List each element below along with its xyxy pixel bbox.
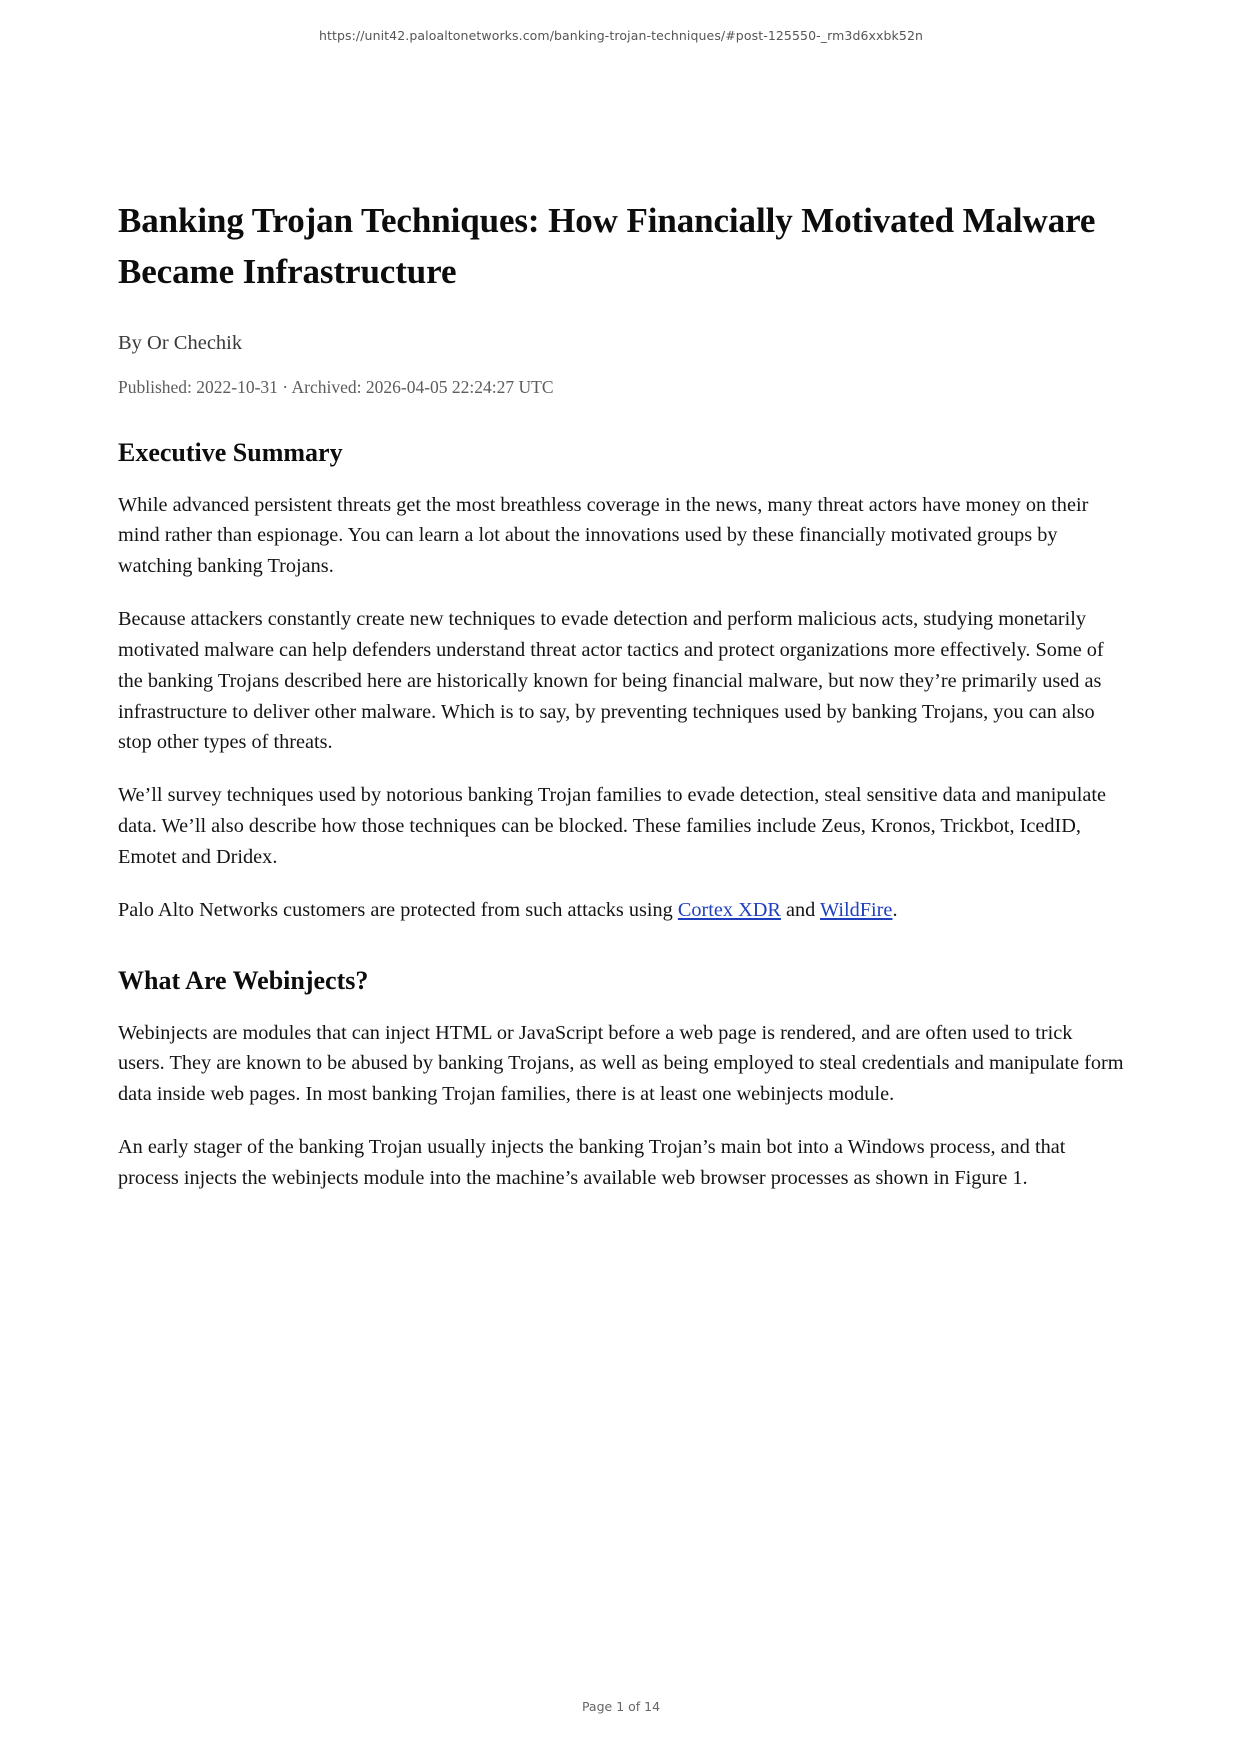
paragraph: An early stager of the banking Trojan usually injects the banking Trojan’s main bot into a Windows process, and that process injects the webinjects module into the machine’s available web browser processes as shown in Figure 1. (118, 1136, 1066, 1189)
source-url: https://unit42.paloaltonetworks.com/banking-trojan-techniques/#post-125550-_rm3d6xxbk52n (318, 28, 924, 43)
paragraph: While advanced persistent threats get the most breathless coverage in the news, many threat actors have money on their mind rather than espionage. You can learn a lot about the innovations used by these financially motivated groups by watching banking Trojans. (118, 493, 1089, 578)
page-title: Banking Trojan Techniques: How Financially Motivated Malware Became Infrastructure (118, 201, 1096, 291)
document-content (118, 196, 1124, 1194)
section-heading-executive-summary: Executive Summary (118, 437, 343, 467)
page-footer: Page 1 of 14 (581, 1699, 661, 1714)
paragraph: We’ll survey techniques used by notorious banking Trojan families to evade detection, steal sensitive data and manipulate data. We’ll also describe how those techniques can be blocked. These families include Zeus, Kronos, Trickbot, IcedID, Emotet and Dridex. (118, 784, 1106, 868)
link-wildfire[interactable]: WildFire (820, 898, 893, 921)
link-cortex-xdr[interactable]: Cortex XDR (677, 898, 781, 921)
publication-info: Published: 2022-10-31 · Archived: 2026-04-05 22:24:27 UTC (118, 376, 554, 397)
paragraph-text-middle: and (780, 898, 821, 921)
paragraph: Webinjects are modules that can inject HTML or JavaScript before a web page is rendered, and are often used to trick users. They are known to be abused by banking Trojans, as well as being employed to steal credentials and manipulate form data inside web pages. In most banking Trojan families, there is at least one webinjects module. (118, 1021, 1124, 1106)
paragraph-text-suffix: . (892, 898, 898, 921)
paragraph: Because attackers constantly create new techniques to evade detection and perform malicious acts, studying monetarily motivated malware can help defenders understand threat actor tactics and protect organizations more effectively. Some of the banking Trojans described here are historically known for being financial malware, but now they’re primarily used as infrastructure to deliver other malware. Which is to say, by preventing techniques used by banking Trojans, you can also stop other types of threats. (118, 608, 1104, 754)
paragraph-text-prefix: Palo Alto Networks customers are protected from such attacks using (118, 898, 678, 921)
paragraph-protected-customers (118, 895, 1124, 926)
section-heading-what-are-webinjects: What Are Webinjects? (118, 965, 369, 995)
author-byline: By Or Chechik (118, 331, 243, 354)
